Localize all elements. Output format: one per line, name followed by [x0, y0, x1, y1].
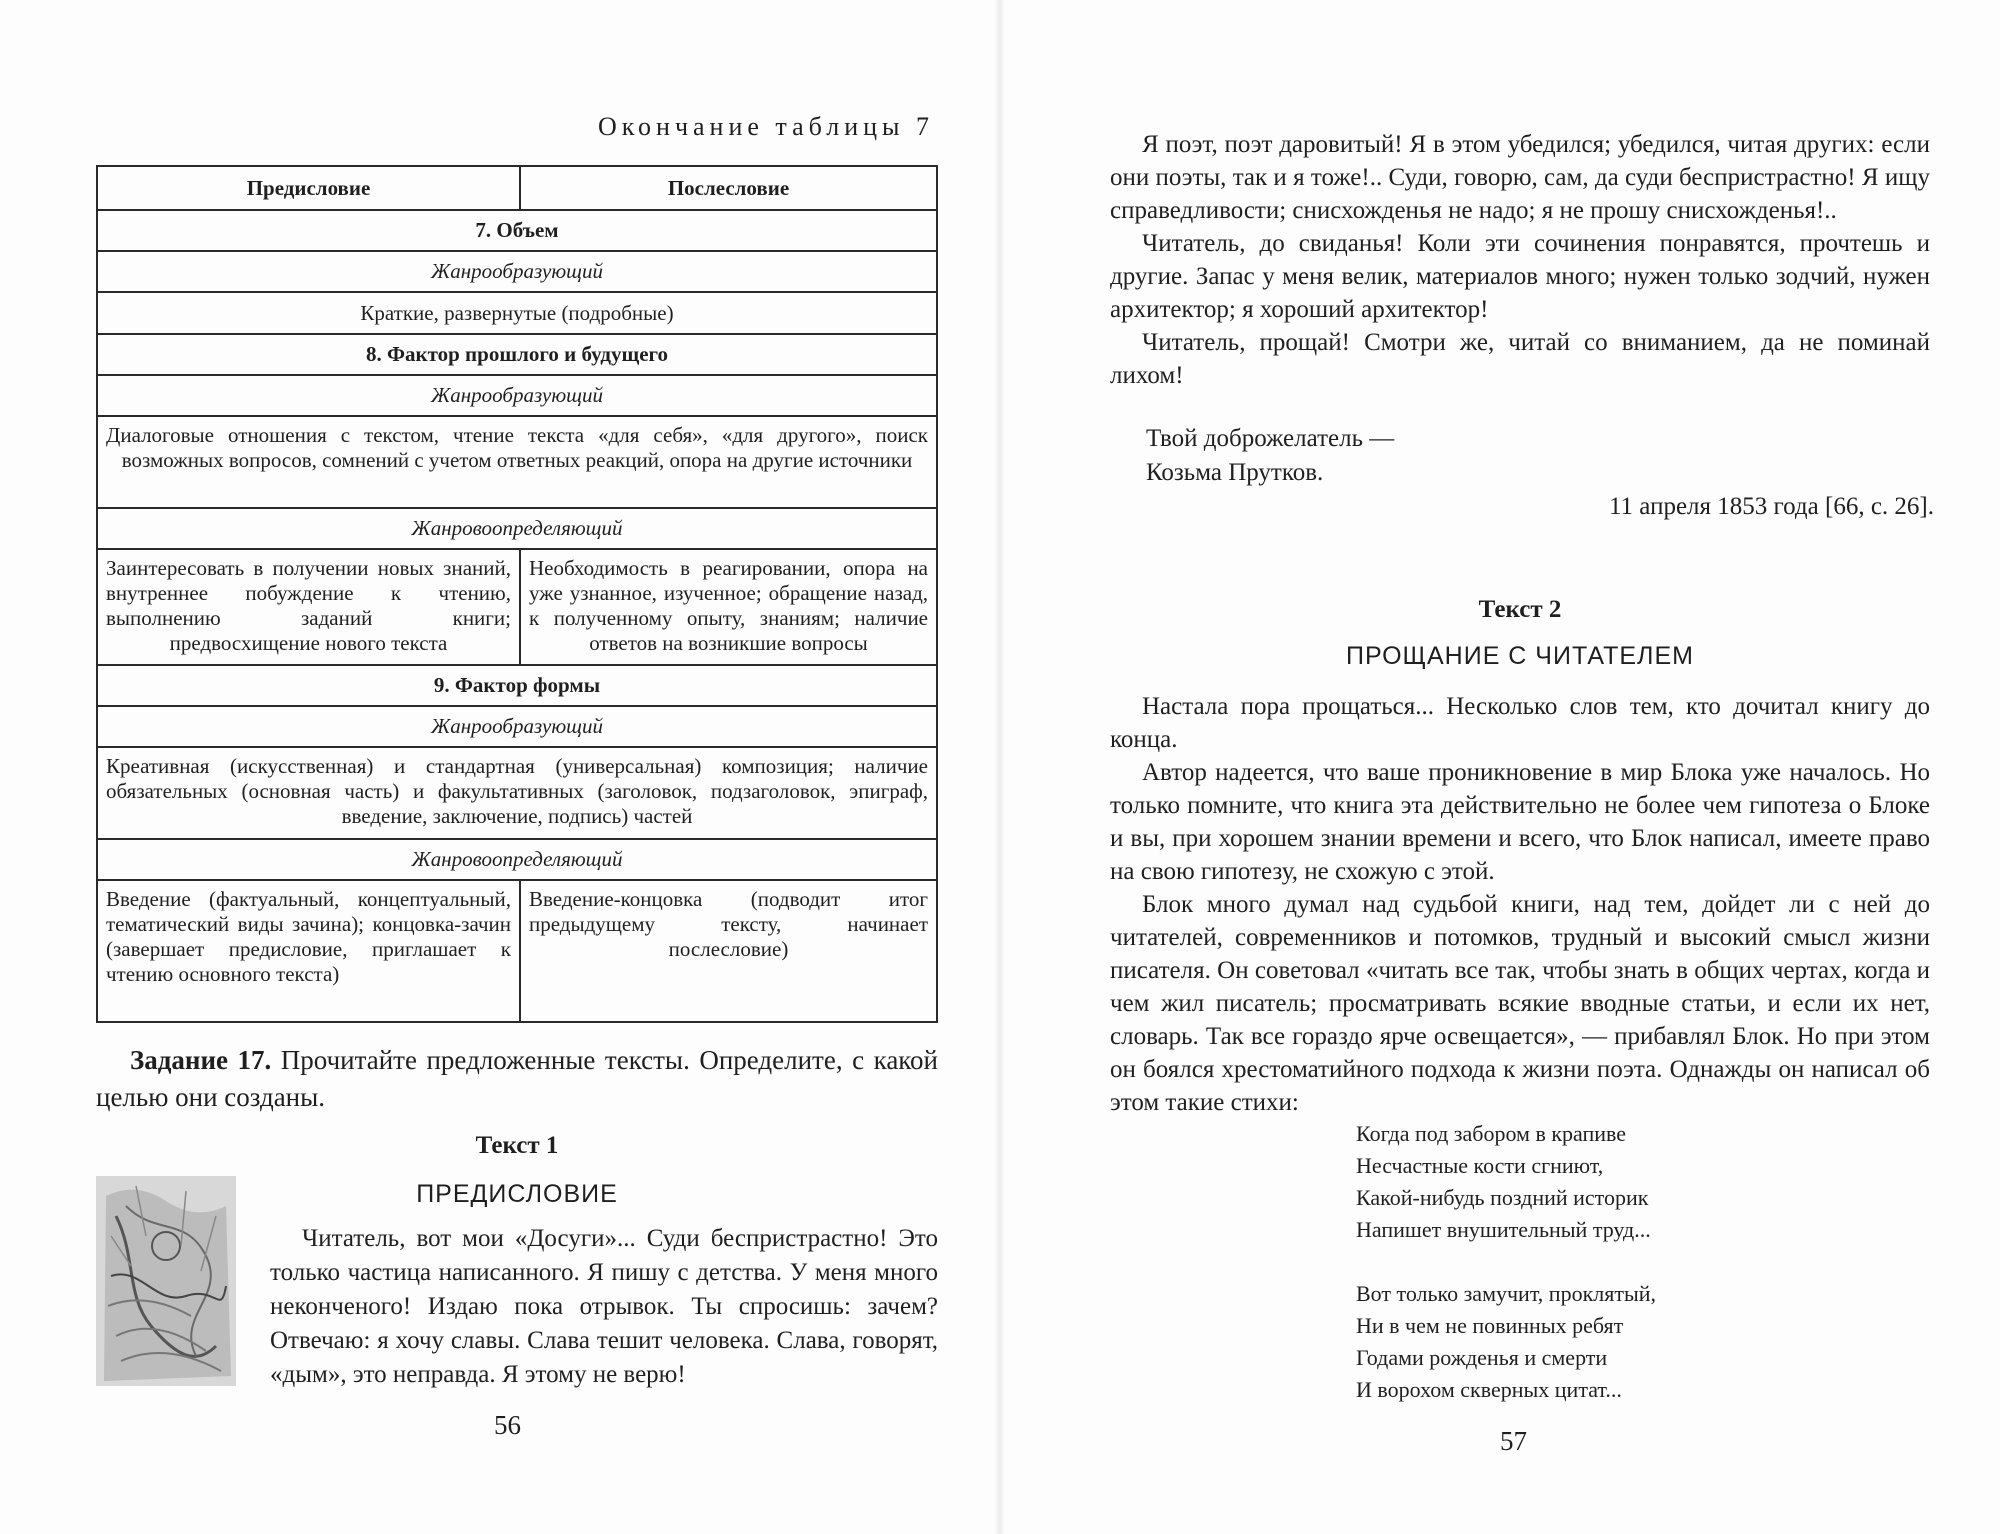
section-content: Креативная (искусственная) и стандартная (универсальная) композиция; наличие обязательных (основная часть) и факультативных (заголовок, подзаголовок, эпиграф, введение, заключение, подпись) частей [97, 747, 937, 839]
section-type: Жанровоопределяющий [97, 839, 937, 880]
poem [1356, 1118, 1656, 1438]
poem-line: Напишет внушительный труд... [1356, 1217, 1651, 1242]
poem-stanza [1356, 1278, 1656, 1406]
factors-table [96, 165, 938, 1023]
paragraph: Читатель, вот мои «Досуги»... Суди беспристрастно! Это только частица написанного. Я пишу с детства. У меня много неконченого! Издаю пока отрывок. Ты спросишь: зачем? Отвечаю: я хочу славы. Слава тешит человека. Слава, говорят, «дым», это неправда. Я этому не верю! [270, 1225, 938, 1388]
table-row [97, 549, 937, 665]
preface-cell: Заинтересовать в получении новых знаний, внутреннее побуждение к чтению, выполнению заданий книги; предвосхищение нового текста [97, 549, 520, 665]
poem-line: Несчастные кости сгниют, [1356, 1153, 1604, 1178]
poem-line: Ни в чем не повинных ребят [1356, 1313, 1624, 1338]
page-number: 57 [1500, 1426, 1527, 1456]
text1-title: ПРЕДИСЛОВИЕ [416, 1180, 618, 1208]
section-title: 9. Фактор формы [97, 665, 937, 706]
section-title: 8. Фактор прошлого и будущего [97, 334, 937, 375]
signature-name: Козьма Прутков. [1146, 459, 1324, 486]
section-content: Краткие, развернутые (подробные) [97, 292, 937, 334]
poem-stanza [1356, 1118, 1656, 1246]
right-page [1000, 0, 2000, 1534]
paragraph: Настала пора прощаться... Несколько слов тем, кто дочитал книгу до конца. [1110, 693, 1930, 753]
paragraph: Читатель, прощай! Смотри же, читай со вниманием, да не поминай лихом! [1110, 329, 1930, 389]
header-preface: Предисловие [97, 166, 520, 210]
table-caption: Окончание таблицы 7 [597, 112, 934, 141]
task-text: Прочитайте предложенные тексты. Определите, с какой целью они созданы. [96, 1045, 938, 1112]
section-title: 7. Объем [97, 210, 937, 251]
task-label: Задание 17. [130, 1045, 272, 1075]
text1-heading: Текст 1 [475, 1132, 559, 1159]
paragraph: Читатель, до свиданья! Коли эти сочинения понравятся, прочтешь и другие. Запас у меня велик, материалов много; нужен только зодчий, нужен архитектор; я хороший архитектор! [1110, 230, 1930, 323]
section-content: Диалоговые отношения с текстом, чтение текста «для себя», «для другого», поиск возможных вопросов, сомнений с учетом ответных реакций, опора на другие источники [97, 416, 937, 508]
task-17 [96, 1042, 938, 1116]
page-number: 56 [494, 1410, 521, 1440]
table-row [97, 880, 937, 1022]
afterword-cell: Введение-концовка (подводит итог предыдущему тексту, начинает послесловие) [520, 880, 937, 1022]
text2-heading: Текст 2 [1478, 596, 1562, 623]
signature [1146, 422, 1394, 490]
signature-line: Твой доброжелатель — [1146, 425, 1395, 452]
header-afterword: Послесловие [520, 166, 937, 210]
preface-cell: Введение (фактуальный, концептуальный, тематический виды зачина); концовка-зачин (завершает предисловие, приглашает к чтению основного текста) [97, 880, 520, 1022]
poem-line: Когда под забором в крапиве [1356, 1121, 1627, 1146]
table-header-row [97, 166, 937, 210]
poem-line: И ворохом скверных цитат... [1356, 1377, 1622, 1402]
text1-body [270, 1222, 938, 1392]
text2-body [1110, 690, 1930, 1119]
text1-continuation [1110, 128, 1930, 392]
engraving-illustration [96, 1176, 236, 1386]
section-type: Жанрообразующий [97, 375, 937, 416]
poem-line: Годами рожденья и смерти [1356, 1345, 1608, 1370]
date-reference: 11 апреля 1853 года [66, с. 26]. [1608, 493, 1934, 520]
section-type: Жанрообразующий [97, 706, 937, 747]
section-type: Жанровоопределяющий [97, 508, 937, 549]
paragraph: Блок много думал над судьбой книги, над тем, дойдет ли с ней до читателей, современников и потомков, трудный и высокий смысл жизни писателя. Он советовал «читать все так, чтобы знать в общих чертах, когда и чем жил писатель; просматривать всякие вводные статьи, и если их нет, словарь. Так все гораздо ярче освещается», — прибавлял Блок. Но при этом он боялся хрестоматийного подхода к жизни поэта. Однажды он написал об этом такие стихи: [1110, 891, 1930, 1116]
poem-line: Какой-нибудь поздний историк [1356, 1185, 1649, 1210]
afterword-cell: Необходимость в реагировании, опора на уже узнанное, изученное; обращение назад, к полученному опыту, знаниям; наличие ответов на возникшие вопросы [520, 549, 937, 665]
poem-line: Вот только замучит, проклятый, [1356, 1281, 1657, 1306]
text2-title: ПРОЩАНИЕ С ЧИТАТЕЛЕМ [1346, 642, 1694, 670]
paragraph: Автор надеется, что ваше проникновение в мир Блока уже началось. Но только помните, что книга эта действительно не более чем гипотеза о Блоке и вы, при хорошем знании времени и всего, что Блок написал, имеете право на свою гипотезу, не схожую с этой. [1110, 759, 1930, 885]
section-type: Жанрообразующий [97, 251, 937, 292]
paragraph: Я поэт, поэт даровитый! Я в этом убедился; убедился, читая других: если они поэты, так и я тоже!.. Суди, говорю, сам, да суди беспристрастно! Я ищу справедливости; снисхожденья не надо; я не прошу снисхожденья!.. [1110, 131, 1930, 224]
